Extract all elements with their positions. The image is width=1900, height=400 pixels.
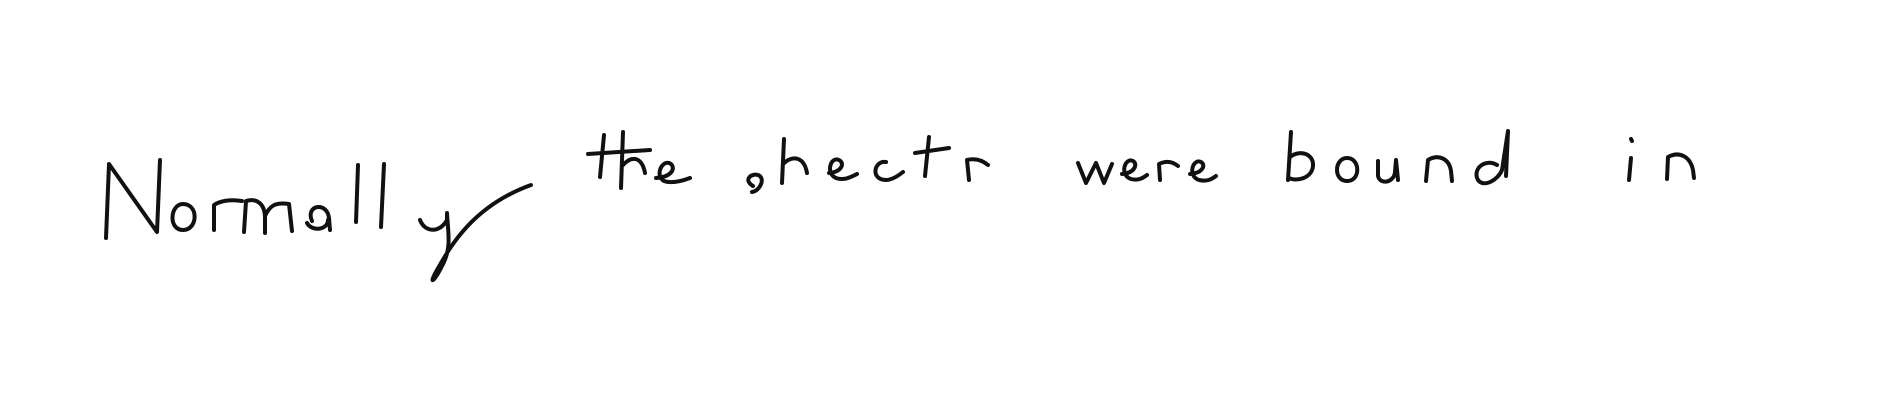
word-normally	[106, 160, 531, 280]
word-were	[1078, 160, 1216, 183]
word-the	[588, 132, 690, 188]
word-in	[1629, 139, 1694, 180]
word-bound	[1288, 131, 1508, 183]
word-sheets	[748, 137, 988, 192]
